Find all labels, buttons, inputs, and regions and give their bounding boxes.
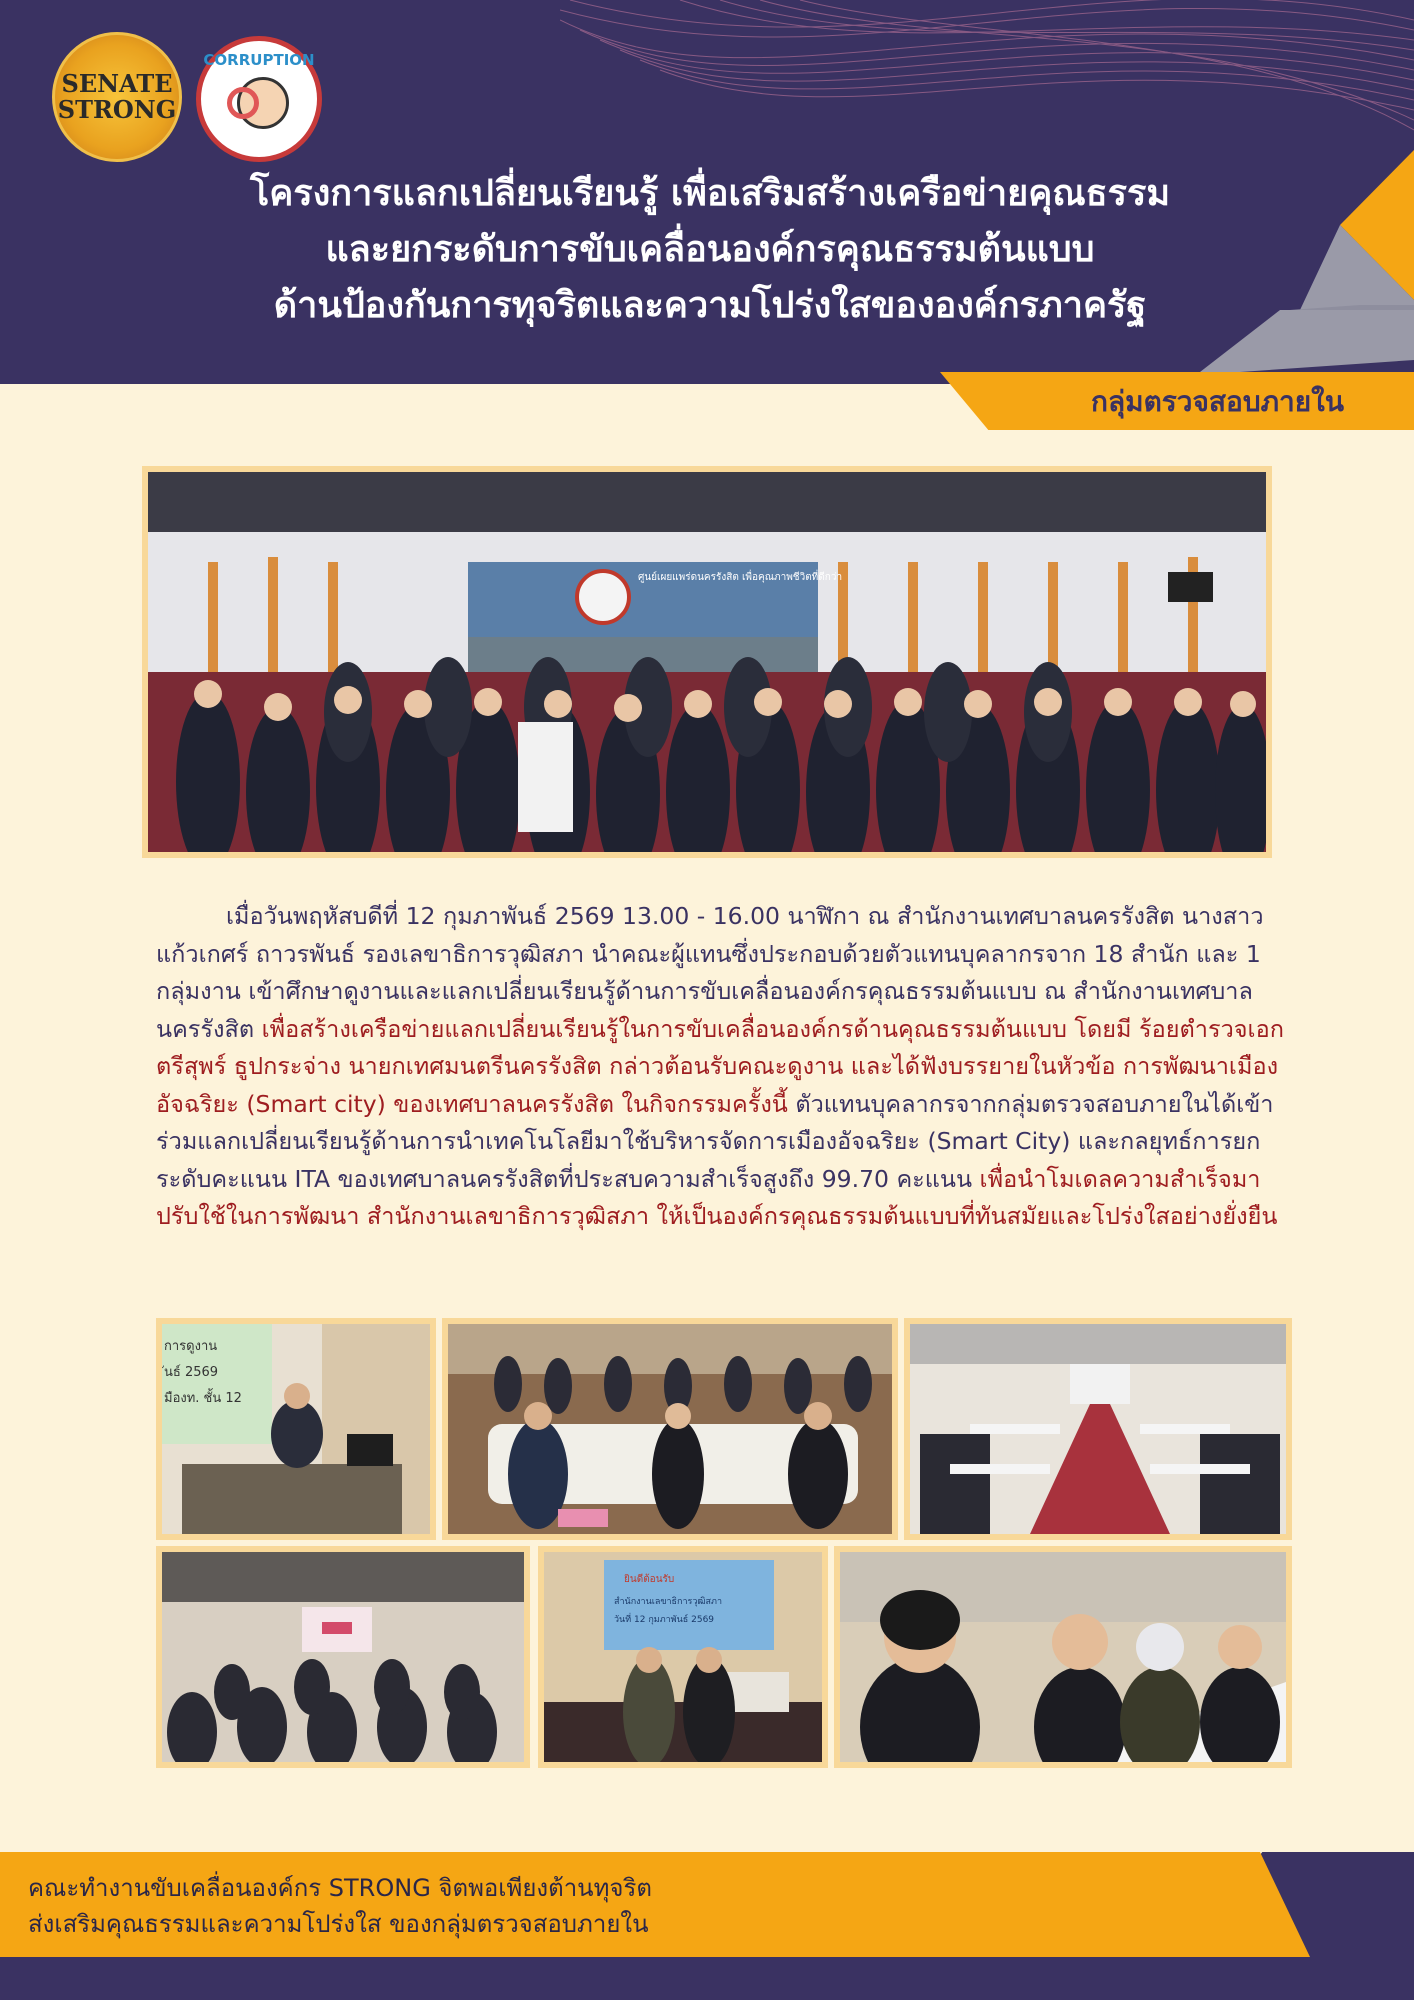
welcome-screen-line3: วันที่ 12 กุมภาพันธ์ 2569 — [614, 1615, 715, 1625]
footer-text — [28, 1870, 1028, 1942]
gallery-photo-two-women — [538, 1546, 828, 1768]
group-photo-image — [148, 472, 1266, 852]
speaker-screen-line2: ันธ์ 2569 — [164, 1365, 219, 1380]
body-segment-3: ตัวแทนบุคลากรจากกลุ่มตรวจสอบภายในได้เข้าร่วมแลกเปลี่ยนเรียนรู้ด้านการนำเทคโนโลยีมาใช้บริหารจัดการเมืองอัจฉริยะ (Smart City) และกลยุทธ์การยกระดับคะแนน ITA ของเทศบาลนครรังสิตที่ประสบความสำเร็จสูงถึง 99.70 คะแนน — [156, 1089, 1274, 1193]
title-line-3: ด้านป้องกันการทุจริตและความโปร่งใสขององค์กรภาครัฐ — [273, 285, 1147, 326]
title-line-2: และยกระดับการขับเคลื่อนองค์กรคุณธรรมต้นแบบ — [325, 229, 1095, 270]
gallery-photo-hall — [904, 1318, 1292, 1540]
magnifier-icon — [227, 87, 259, 119]
body-paragraph-text — [156, 898, 1296, 1236]
welcome-screen-line1: ยินดีต้อนรับ — [624, 1574, 675, 1585]
welcome-screen-line2: สำนักงานเลขาธิการวุฒิสภา — [614, 1597, 723, 1607]
main-group-photo — [142, 466, 1272, 858]
senate-strong-logo-text: SENATE STRONG — [57, 69, 177, 124]
title-line-1: โครงการแลกเปลี่ยนเรียนรู้ เพื่อเสริมสร้างเครือข่ายคุณธรรม — [249, 173, 1171, 214]
gallery-photo-sofa — [442, 1318, 898, 1540]
body-segment-2-highlight: เพื่อสร้างเครือข่ายแลกเปลี่ยนเรียนรู้ในการขับเคลื่อนองค์กรด้านคุณธรรมต้นแบบ โดยมี ร้อยตำรวจเอก ตรีสุพร์ ธูปกระจ่าง นายกเทศมนตรีนครรังสิต กล่าวต้อนรับคณะดูงาน และได้ฟังบรรยายในหัวข้อ การพัฒนาเมืองอัจฉริยะ (Smart city) ของเทศบาลนครรังสิต ในกิจกรรมครั้งนี้ — [156, 1014, 1284, 1118]
footer-line-1: คณะทำงานขับเคลื่อนองค์กร STRONG จิตพอเพียงต้านทุจริต — [28, 1874, 652, 1902]
body-segment-1: เมื่อวันพฤหัสบดีที่ 12 กุมภาพันธ์ 2569 13.00 - 16.00 นาฬิกา ณ สำนักงานเทศบาลนครรังสิต นางสาวแก้วเกศร์ ถาวรพันธ์ รองเลขาธิการวุฒิสภา นำคณะผู้แทนซึ่งประกอบด้วยตัวแทนบุคลากรจาก 18 สำนัก และ 1 กลุ่มงาน เข้าศึกษาดูงานและแลกเปลี่ยนเรียนรู้ด้านการขับเคลื่อนองค์กรคุณธรรมต้นแบบ ณ สำนักงานเทศบาลนครรังสิต — [156, 902, 1264, 1043]
corruption-logo-text: CORRUPTION — [203, 51, 315, 69]
gallery-photo-audience — [156, 1546, 530, 1768]
banner-text: ศูนย์เผยแพร่ดนครรังสิต เพื่อคุณภาพชีวิตที่ดีกว่า — [638, 572, 843, 583]
speaker-photo-image — [162, 1324, 430, 1534]
page-title — [120, 166, 1300, 334]
hall-photo-image — [910, 1324, 1286, 1534]
gallery-photo-speaker — [156, 1318, 436, 1540]
audience-photo-image — [162, 1552, 524, 1762]
participants-photo-image — [840, 1552, 1286, 1762]
gallery-photo-participants — [834, 1546, 1292, 1768]
sofa-photo-image — [448, 1324, 892, 1534]
speaker-screen-line3: มืองท. ชั้น 12 — [164, 1391, 242, 1406]
footer-line-2: ส่งเสริมคุณธรรมและความโปร่งใส ของกลุ่มตรวจสอบภายใน — [28, 1910, 649, 1938]
anti-corruption-logo — [196, 36, 322, 162]
speaker-screen-line1: การดูงาน — [164, 1339, 218, 1354]
group-label: กลุ่มตรวจสอบภายใน — [1091, 385, 1344, 418]
senate-strong-logo — [52, 32, 182, 162]
body-paragraph — [156, 898, 1296, 1236]
two-women-photo-image — [544, 1552, 822, 1762]
body-segment-4-highlight: เพื่อนำโมเดลความสำเร็จมาปรับใช้ในการพัฒนา สำนักงานเลขาธิการวุฒิสภา ให้เป็นองค์กรคุณธรรมต้นแบบที่ทันสมัยและโปร่งใสอย่างยั่งยืน — [156, 1164, 1278, 1230]
